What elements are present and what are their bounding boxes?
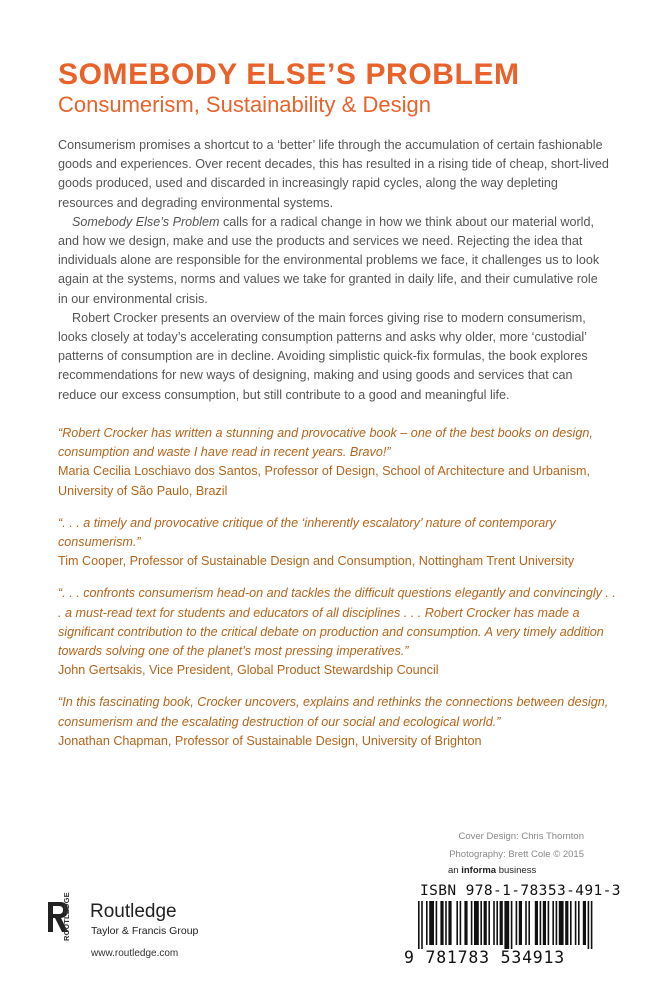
informa-brand: informa xyxy=(461,865,497,876)
blurb-paragraph-2 xyxy=(58,213,610,309)
barcode-bar xyxy=(540,901,542,945)
barcode-bar xyxy=(504,901,509,949)
photography-credit: Photography: Brett Cole © 2015 xyxy=(449,849,584,860)
barcode-bar xyxy=(559,901,564,945)
publisher-name: Routledge xyxy=(90,901,177,922)
barcode-bar xyxy=(565,901,568,945)
endorsement xyxy=(58,424,618,501)
endorsement-author: Jonathan Chapman, Professor of Sustainable Design, University of Brighton xyxy=(58,733,482,748)
barcode-bar xyxy=(556,901,558,945)
endorsement-author: John Gertsakis, Vice President, Global Product Stewardship Council xyxy=(58,663,439,678)
barcode-bar xyxy=(511,901,513,949)
blurb-paragraph-1: Consumerism promises a shortcut to a ‘better’ life through the accumulation of certain fashionable goods and experiences. Over recent decades, this has resulted in a rising tide of cheap, short-lived goods produced, used and discarded in increasingly rapid cycles, along the way depleting resources and degrading environmental systems. xyxy=(58,138,609,210)
endorsement-author: Maria Cecilia Loschiavo dos Santos, Professor of Design, School of Architecture and Urbanism, University of São Paulo, Brazil xyxy=(58,464,590,498)
endorsement-quote: “In this fascinating book, Crocker uncovers, explains and rethinks the connections between design, consumerism and the escalating destruction of our social and ecological world.” xyxy=(58,695,609,729)
blurb-paragraph-2-text: calls for a radical change in how we think about our material world, and how we design, make and use the products and services we need. Rejecting the idea that individuals alone are responsible for the environmental problems we face, it challenges us to look again at the systems, norms and values we take for granted in daily life, and their cumulative role in our environmental crisis. xyxy=(58,214,600,306)
barcode-digits: 9 781783 534913 xyxy=(404,948,566,967)
barcode-bar xyxy=(588,901,590,949)
publisher-group: Taylor & Francis Group xyxy=(91,925,199,937)
barcode-bar xyxy=(456,901,458,945)
barcode-bar xyxy=(493,901,495,945)
barcode-bar xyxy=(488,901,490,945)
barcode-bar xyxy=(471,901,473,945)
barcode-bar xyxy=(448,901,451,945)
endorsement xyxy=(58,693,618,751)
barcode-bar xyxy=(429,901,434,945)
barcode-bar xyxy=(548,901,550,945)
barcode-bar xyxy=(474,901,479,945)
endorsement-author: Tim Cooper, Professor of Sustainable Design and Consumption, Nottingham Trent University xyxy=(58,554,575,569)
informa-prefix: an xyxy=(448,865,462,876)
endorsements xyxy=(58,424,618,764)
informa-suffix: business xyxy=(496,865,537,876)
barcode-bar xyxy=(496,901,498,945)
blurb xyxy=(58,136,610,405)
barcode-bar xyxy=(484,901,487,945)
barcode-bar xyxy=(528,901,530,945)
endorsement-quote: “Robert Crocker has written a stunning and provocative book – one of the best books on design, consumption and waste I have read in recent years. Bravo!” xyxy=(58,426,593,460)
endorsement-quote: “. . . confronts consumerism head-on and tackles the difficult questions elegantly and convincingly . . . a must-read text for students and educators of all disciplines . . . Robert Crocker has made a significant contribution to the critical debate on production and consumption. A very timely addition towards solving one of the planet’s most pressing imperatives.” xyxy=(58,586,616,659)
barcode-bar xyxy=(440,901,443,945)
barcode-bar xyxy=(525,901,527,945)
barcode-bar xyxy=(418,901,420,949)
barcode-bar xyxy=(575,901,577,945)
barcode-bar xyxy=(552,901,554,945)
barcode xyxy=(418,901,594,949)
publisher-website: www.routledge.com xyxy=(91,948,179,959)
cover-credits xyxy=(449,828,584,864)
endorsement-quote: “. . . a timely and provocative critique of the ‘inherently escalatory’ nature of contemporary consumerism.” xyxy=(58,515,556,550)
barcode-bar xyxy=(543,901,546,945)
book-subtitle: Consumerism, Sustainability & Design xyxy=(58,92,431,117)
barcode-bar xyxy=(591,901,593,949)
routledge-vertical-mark: ROUTLEDGE xyxy=(62,892,71,941)
barcode-bar xyxy=(436,901,438,945)
endorsement xyxy=(58,584,618,680)
barcode-bar xyxy=(519,901,522,945)
book-title: SOMEBODY ELSE’S PROBLEM xyxy=(58,58,520,91)
barcode-bar xyxy=(460,901,462,945)
barcode-bar xyxy=(583,901,586,945)
barcode-bar xyxy=(480,901,482,945)
barcode-bar xyxy=(426,901,428,945)
endorsement xyxy=(58,514,618,572)
barcode-bar xyxy=(464,901,467,945)
cover-design-credit: Cover Design: Chris Thornton xyxy=(458,831,584,842)
isbn-label: ISBN 978-1-78353-491-3 xyxy=(420,883,621,899)
barcode-bar xyxy=(535,901,538,945)
barcode-bar xyxy=(445,901,447,945)
barcode-bar xyxy=(570,901,572,945)
blurb-paragraph-3: Robert Crocker presents an overview of the main forces giving rise to modern consumerism, looks closely at today’s accelerating consumption patterns and asks why older, more ‘custodial’ patterns of consumption are in decline. Avoiding simplistic quick-fix formulas, the book explores recommendations for new ways of designing, making and using goods and services that can reduce our excess consumption, but still contribute to a good and meaningful life. xyxy=(58,310,588,402)
barcode-bar xyxy=(578,901,580,945)
barcode-bar xyxy=(516,901,518,945)
barcode-bar xyxy=(421,901,423,949)
informa-tagline xyxy=(448,865,536,876)
blurb-book-title: Somebody Else’s Problem xyxy=(72,214,220,229)
barcode-bar xyxy=(500,901,503,945)
